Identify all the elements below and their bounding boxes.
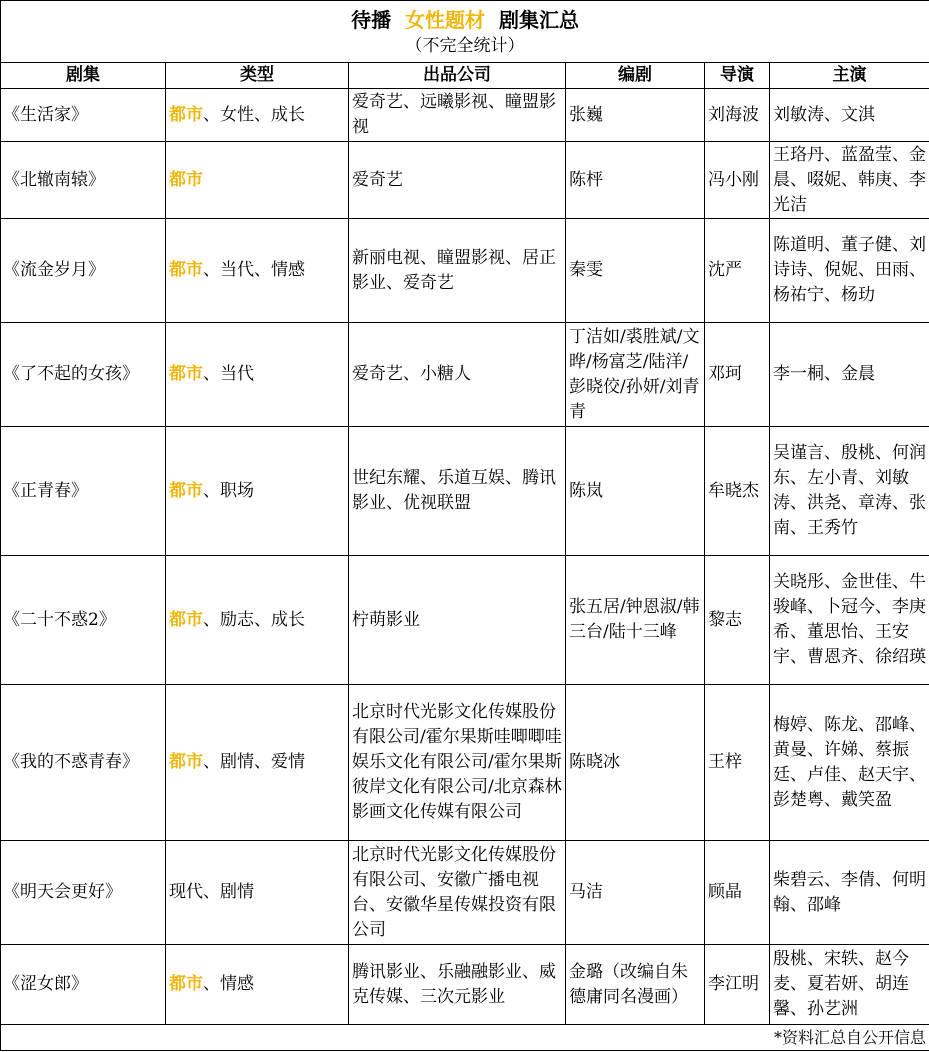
- show-title: 《了不起的女孩》: [1, 323, 166, 427]
- genre-highlight: 都市: [169, 480, 203, 501]
- genre-highlight: 都市: [169, 104, 203, 125]
- writer-cell: 秦雯: [566, 219, 705, 323]
- genre-rest: 、励志、成长: [203, 609, 305, 630]
- genre-rest: 、当代、情感: [203, 260, 305, 280]
- genre-highlight: 都市: [169, 364, 203, 384]
- writer-cell: 陈岚: [566, 427, 705, 556]
- header-show: 剧集: [1, 63, 166, 89]
- genre-rest: 、职场: [203, 480, 254, 501]
- genre-cell: [166, 945, 349, 1025]
- genre-cell: [166, 841, 349, 945]
- director-cell: 李江明: [705, 945, 770, 1025]
- companies-cell: 腾讯影业、乐融融影业、威克传媒、三次元影业: [349, 945, 566, 1025]
- genre-highlight: 都市: [169, 169, 203, 190]
- genre-cell: [166, 219, 349, 323]
- show-title: 《明天会更好》: [1, 841, 166, 945]
- show-title: 《生活家》: [1, 89, 166, 142]
- companies-cell: 爱奇艺、小糖人: [349, 323, 566, 427]
- cast-cell: 吴谨言、殷桃、何润东、左小青、刘敏涛、洪尧、章涛、张南、王秀竹: [770, 427, 929, 556]
- genre-cell: [166, 685, 349, 841]
- genre-rest: 、女性、成长: [203, 104, 305, 125]
- table-row: [1, 323, 929, 427]
- cast-cell: 刘敏涛、文淇: [770, 89, 929, 142]
- show-title: 《二十不惑2》: [1, 556, 166, 685]
- genre-highlight: 都市: [169, 609, 203, 630]
- header-writer: 编剧: [566, 63, 705, 89]
- table-row: [1, 89, 929, 142]
- table-row: [1, 556, 929, 685]
- genre-highlight: 都市: [169, 974, 203, 994]
- header-director: 导演: [705, 63, 770, 89]
- header-companies: 出品公司: [349, 63, 566, 89]
- header-row: [1, 63, 929, 89]
- cast-cell: 关晓彤、金世佳、牛骏峰、卜冠今、李庚希、董思怡、王安宇、曹恩齐、徐绍瑛: [770, 556, 929, 685]
- show-title: 《我的不惑青春》: [1, 685, 166, 841]
- writer-cell: 金璐（改编自朱德庸同名漫画）: [566, 945, 705, 1025]
- table-row: [1, 945, 929, 1025]
- table-row: [1, 142, 929, 219]
- title-line: [1, 5, 929, 35]
- header-cast: 主演: [770, 63, 929, 89]
- director-cell: 沈严: [705, 219, 770, 323]
- director-cell: 牟晓杰: [705, 427, 770, 556]
- table-row: [1, 841, 929, 945]
- table-row: [1, 219, 929, 323]
- writer-cell: 张五居/钟恩淑/韩三台/陆十三峰: [566, 556, 705, 685]
- show-title: 《正青春》: [1, 427, 166, 556]
- director-cell: 黎志: [705, 556, 770, 685]
- genre-cell: [166, 142, 349, 219]
- writer-cell: 陈晓冰: [566, 685, 705, 841]
- genre-highlight: 都市: [169, 752, 203, 772]
- genre-cell: [166, 323, 349, 427]
- companies-cell: 世纪东耀、乐道互娱、腾讯影业、优视联盟: [349, 427, 566, 556]
- table-subtitle: （不完全统计）: [405, 36, 525, 56]
- cast-cell: 殷桃、宋轶、赵今麦、夏若妍、胡连馨、孙艺洲: [770, 945, 929, 1025]
- table-row: [1, 685, 929, 841]
- writer-cell: 陈枰: [566, 142, 705, 219]
- show-title: 《流金岁月》: [1, 219, 166, 323]
- table-row: [1, 427, 929, 556]
- cast-cell: 陈道明、董子健、刘诗诗、倪妮、田雨、杨祐宁、杨玏: [770, 219, 929, 323]
- writer-cell: 张巍: [566, 89, 705, 142]
- companies-cell: 爱奇艺、远曦影视、瞳盟影视: [349, 89, 566, 142]
- show-title: 《北辙南辕》: [1, 142, 166, 219]
- header-genre: 类型: [166, 63, 349, 89]
- source-note: *资料汇总自公开信息: [1, 1025, 929, 1051]
- genre-highlight: 都市: [169, 260, 203, 280]
- genre-rest: 、当代: [203, 364, 254, 384]
- title-prefix: 待播: [351, 8, 392, 32]
- cast-cell: 柴碧云、李倩、何明翰、邵峰: [770, 841, 929, 945]
- director-cell: 邓珂: [705, 323, 770, 427]
- genre-rest: 现代、剧情: [169, 882, 254, 902]
- cast-cell: 梅婷、陈龙、邵峰、黄曼、许娣、蔡振廷、卢佳、赵天宇、彭楚粤、戴笑盈: [770, 685, 929, 841]
- companies-cell: 北京时代光影文化传媒股份有限公司/霍尔果斯哇唧唧哇娱乐文化有限公司/霍尔果斯彼岸文化有限公司/北京森林影画文化传媒有限公司: [349, 685, 566, 841]
- companies-cell: 爱奇艺: [349, 142, 566, 219]
- director-cell: 王梓: [705, 685, 770, 841]
- title-accent: 女性题材: [405, 8, 486, 32]
- director-cell: 刘海波: [705, 89, 770, 142]
- writer-cell: 丁洁如/裘胜斌/文晔/杨富芝/陆洋/彭晓佼/孙妍/刘青青: [566, 323, 705, 427]
- director-cell: 冯小刚: [705, 142, 770, 219]
- genre-cell: [166, 556, 349, 685]
- genre-cell: [166, 89, 349, 142]
- companies-cell: 柠萌影业: [349, 556, 566, 685]
- show-title: 《涩女郎》: [1, 945, 166, 1025]
- title-suffix: 剧集汇总: [498, 8, 579, 32]
- genre-rest: 、剧情、爱情: [203, 752, 305, 772]
- table-title: [1, 1, 929, 63]
- companies-cell: 北京时代光影文化传媒股份有限公司、安徽广播电视台、安徽华星传媒投资有限公司: [349, 841, 566, 945]
- genre-rest: 、情感: [203, 974, 254, 994]
- cast-cell: 李一桐、金晨: [770, 323, 929, 427]
- companies-cell: 新丽电视、瞳盟影视、居正影业、爱奇艺: [349, 219, 566, 323]
- writer-cell: 马洁: [566, 841, 705, 945]
- genre-cell: [166, 427, 349, 556]
- cast-cell: 王珞丹、蓝盈莹、金晨、啜妮、韩庚、李光洁: [770, 142, 929, 219]
- director-cell: 顾晶: [705, 841, 770, 945]
